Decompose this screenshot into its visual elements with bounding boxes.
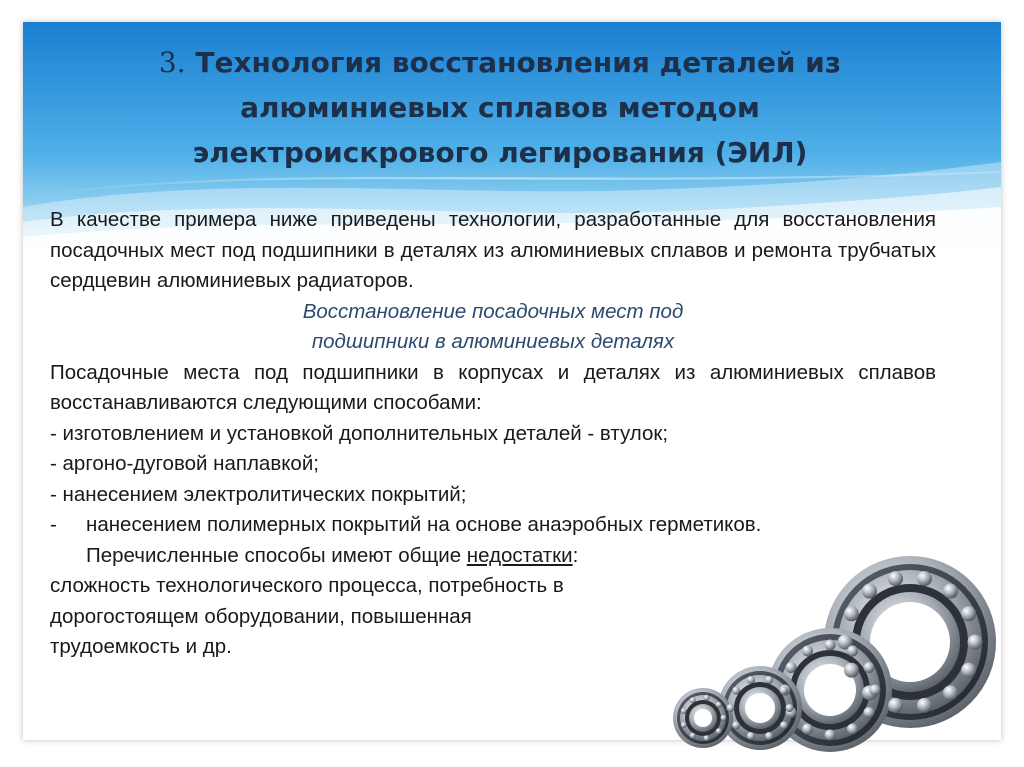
method-text: нанесением полимерных покрытий на основе анаэробных герметиков. bbox=[86, 513, 762, 536]
bearing-ball bbox=[917, 571, 932, 586]
bearing-ball bbox=[825, 640, 836, 651]
method-dash: - bbox=[50, 513, 57, 536]
drawbacks-line: трудоемкость и др. bbox=[50, 635, 232, 658]
bearing-ball bbox=[747, 732, 755, 740]
bearing-ball bbox=[847, 723, 858, 734]
bearing-ball bbox=[747, 676, 755, 684]
bearing-ball bbox=[732, 687, 740, 695]
bearing-ball bbox=[681, 722, 687, 728]
method-item: - нанесением электролитических покрытий; bbox=[50, 482, 467, 506]
bearing-ball bbox=[847, 646, 858, 657]
slide-title bbox=[100, 40, 900, 175]
bearing-ball bbox=[727, 704, 735, 712]
drawbacks-suffix: : bbox=[572, 543, 579, 567]
bearing-ball bbox=[863, 707, 874, 718]
drawbacks-line: дорогостоящем оборудовании, повышенная bbox=[50, 604, 472, 628]
bearing-ball bbox=[943, 685, 958, 700]
ball-bearings-image bbox=[655, 550, 1017, 760]
bearing-ball bbox=[961, 663, 976, 678]
bearing-ball bbox=[825, 730, 836, 741]
bearing-ball bbox=[888, 698, 903, 713]
drawbacks-prefix: Перечисленные способы имеют общие bbox=[86, 543, 467, 567]
bearing-ball bbox=[704, 695, 710, 701]
drawbacks-line: сложность технологического процесса, потребность в bbox=[50, 574, 564, 597]
bearing-ball bbox=[765, 732, 773, 740]
bearing-ball bbox=[716, 702, 722, 708]
bearing-ball bbox=[786, 704, 794, 712]
bearing-ball bbox=[716, 728, 722, 734]
bearing-ball bbox=[690, 697, 696, 703]
subheading-line-1: Восстановление посадочных мест под bbox=[302, 299, 684, 323]
bearing-ball bbox=[786, 662, 797, 673]
bearing-ball bbox=[802, 646, 813, 657]
subheading-line-2: подшипники в алюминиевых деталях bbox=[311, 330, 675, 353]
bearing-ball bbox=[681, 708, 687, 714]
drawbacks-keyword: недостатки bbox=[466, 543, 573, 567]
title-number: 3. bbox=[158, 46, 186, 79]
bearing-ball bbox=[862, 584, 877, 599]
bearing-ball bbox=[765, 676, 773, 684]
title-text: Технология восстановления деталей из алюминиевых сплавов методом электроискрового легирования (ЭИЛ) bbox=[192, 46, 842, 169]
bearing-ball bbox=[721, 715, 727, 721]
bearing-ball bbox=[961, 606, 976, 621]
method-item: - аргоно-дуговой наплавкой; bbox=[50, 452, 319, 475]
method-item: - изготовлением и установкой дополнительных деталей - втулок; bbox=[50, 421, 669, 445]
bearing-ball bbox=[863, 662, 874, 673]
bearing-ball bbox=[844, 606, 859, 621]
bearing-ball bbox=[917, 698, 932, 713]
intro-paragraph: В качестве примера ниже приведены технологии, разработанные для восстановления посадочных мест под подшипники в деталях из алюминиевых сплавов и ремонта трубчатых сердцевин алюминиевых радиаторов. bbox=[50, 208, 936, 292]
bearing-ball bbox=[704, 735, 710, 741]
bearing-ball bbox=[802, 723, 813, 734]
bearing-ball bbox=[780, 721, 788, 729]
bearing-ball bbox=[690, 733, 696, 739]
method-item-last bbox=[50, 510, 936, 541]
bearing-ball bbox=[780, 687, 788, 695]
bearing-ball bbox=[943, 584, 958, 599]
bearing-ball bbox=[732, 721, 740, 729]
bearing-ball bbox=[888, 571, 903, 586]
bearing-ball bbox=[870, 685, 881, 696]
methods-intro-paragraph: Посадочные места под подшипники в корпусах и деталях из алюминиевых сплавов восстанавливаются следующими способами: bbox=[50, 360, 936, 414]
bearing-ball bbox=[968, 635, 983, 650]
bearing-ball bbox=[844, 663, 859, 678]
